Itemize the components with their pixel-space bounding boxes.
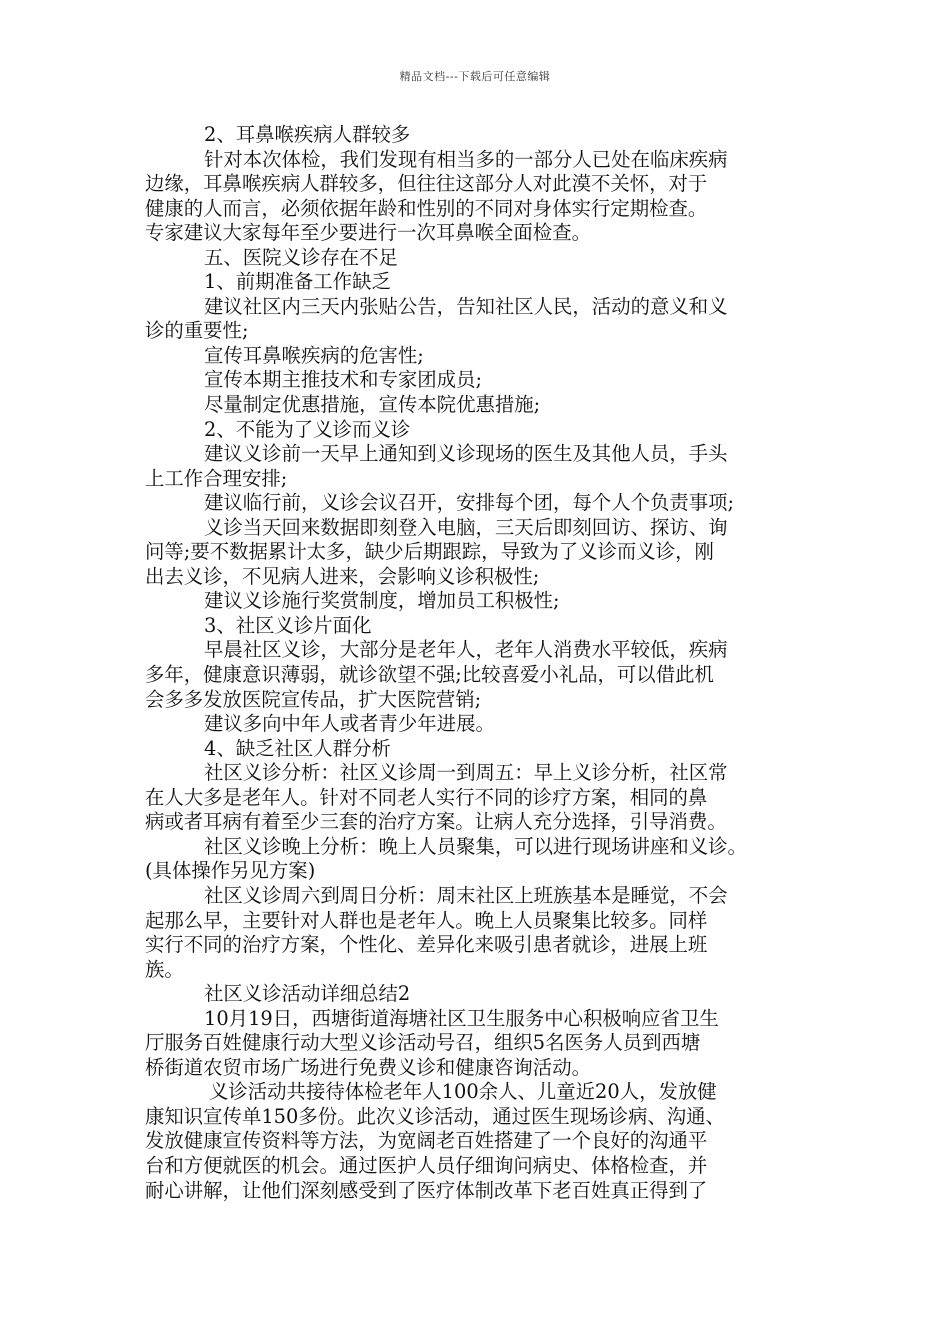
text-line: (具体操作另见方案): [145, 859, 316, 883]
text-line: 10月19日，西塘街道海塘社区卫生服务中心积极响应省卫生: [204, 1006, 719, 1030]
text-line: 桥街道农贸市场广场进行免费义诊和健康咨询活动。: [145, 1055, 591, 1079]
text-line: 在人大多是老年人。针对不同老人实行不同的诊疗方案，相同的鼻: [145, 785, 708, 809]
text-line: 义诊活动共接待体检老年人100余人、儿童近20人，发放健: [209, 1080, 717, 1104]
text-line: 2、不能为了义诊而义诊: [204, 417, 411, 441]
text-line: 实行不同的治疗方案，个性化、差异化来吸引患者就诊，进展上班: [145, 933, 708, 957]
text-line: 早晨社区义诊，大部分是老年人，老年人消费水平较低，疾病: [204, 638, 728, 662]
text-line: 诊的重要性;: [145, 319, 249, 343]
text-line: 出去义诊，不见病人进来，会影响义诊积极性;: [145, 564, 540, 588]
text-line: 社区义诊晚上分析：晚上人员聚集，可以进行现场讲座和义诊。: [204, 834, 747, 858]
text-line: 起那么早，主要针对人群也是老年人。晚上人员聚集比较多。同样: [145, 908, 708, 932]
text-line: 4、缺乏社区人群分析: [204, 736, 391, 760]
text-line: 2、耳鼻喉疾病人群较多: [204, 123, 411, 146]
text-line: 社区义诊周六到周日分析：周末社区上班族基本是睡觉，不会: [204, 883, 728, 907]
text-line: 尽量制定优惠措施，宣传本院优惠措施;: [204, 393, 541, 417]
text-line: 边缘，耳鼻喉疾病人群较多，但往往这部分人对此漠不关怀，对于: [145, 172, 708, 196]
text-line: 康知识宣传单150多份。此次义诊活动，通过医生现场诊病、沟通、: [145, 1104, 725, 1128]
text-line: 社区义诊活动详细总结2: [204, 982, 411, 1006]
text-line: 针对本次体检，我们发现有相当多的一部分人已处在临床疾病: [204, 147, 728, 171]
text-line: 建议义诊施行奖赏制度，增加员工积极性;: [204, 589, 560, 613]
text-line: 建议多向中年人或者青少年进展。: [204, 712, 495, 736]
text-line: 1、前期准备工作缺乏: [204, 270, 391, 294]
text-line: 发放健康宣传资料等方法，为宽阔老百姓搭建了一个良好的沟通平: [145, 1129, 708, 1153]
text-line: 义诊当天回来数据即刻登入电脑，三天后即刻回访、探访、询: [204, 515, 728, 539]
text-line: 病或者耳病有着至少三套的治疗方案。让病人充分选择，引导消费。: [145, 810, 727, 834]
text-line: 五、医院义诊存在不足: [204, 245, 398, 269]
text-line: 建议社区内三天内张贴公告，告知社区人民，活动的意义和义: [204, 294, 728, 318]
text-line: 会多多发放医院宣传品，扩大医院营销;: [145, 687, 482, 711]
text-line: 建议义诊前一天早上通知到义诊现场的医生及其他人员，手头: [204, 442, 728, 466]
text-line: 上工作合理安排;: [145, 466, 288, 490]
text-line: 问等;要不数据累计太多，缺少后期跟踪，导致为了义诊而义诊，刚: [145, 540, 714, 564]
text-line: 3、社区义诊片面化: [204, 613, 372, 637]
text-line: 多年，健康意识薄弱，就诊欲望不强;比较喜爱小礼品，可以借此机: [145, 663, 714, 687]
text-line: 族。: [145, 957, 184, 981]
text-line: 健康的人而言，必须依据年龄和性别的不同对身体实行定期检查。: [145, 196, 708, 220]
text-line: 宣传耳鼻喉疾病的危害性;: [204, 343, 424, 367]
text-line: 耐心讲解，让他们深刻感受到了医疗体制改革下老百姓真正得到了: [145, 1178, 708, 1202]
header-note: 精品文档---下载后可任意编辑: [399, 70, 551, 83]
text-line: 专家建议大家每年至少要进行一次耳鼻喉全面检查。: [145, 221, 591, 245]
text-line: 建议临行前，义诊会议召开，安排每个团，每个人个负责事项;: [204, 491, 735, 515]
text-line: 宣传本期主推技术和专家团成员;: [204, 368, 483, 392]
document-body: [145, 123, 815, 1203]
text-line: 社区义诊分析：社区义诊周一到周五：早上义诊分析，社区常: [204, 761, 728, 785]
text-line: 厅服务百姓健康行动大型义诊活动号召，组织5名医务人员到西塘: [145, 1031, 701, 1055]
text-line: 台和方便就医的机会。通过医护人员仔细询问病史、体格检查，并: [145, 1153, 708, 1177]
